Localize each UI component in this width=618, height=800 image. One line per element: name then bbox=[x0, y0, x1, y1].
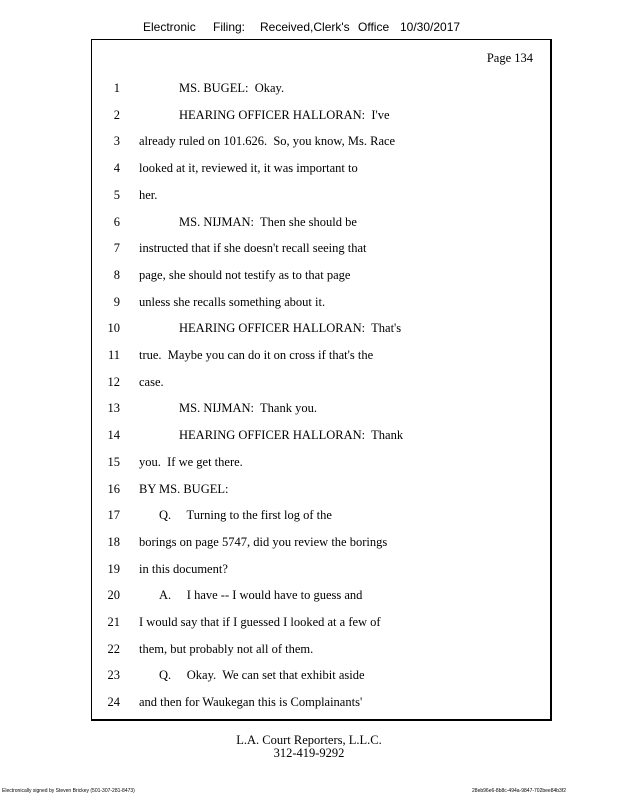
line-number: 22 bbox=[107, 641, 120, 656]
line-text: MS. BUGEL: Okay. bbox=[179, 81, 285, 95]
transcript-line bbox=[92, 134, 550, 154]
stamp-word: 10/30/2017 bbox=[400, 20, 461, 34]
transcript-line bbox=[92, 615, 550, 635]
transcript-line bbox=[92, 81, 550, 101]
line-text: already ruled on 101.626. So, you know, Ms. Race bbox=[139, 134, 396, 149]
line-number: 11 bbox=[107, 348, 120, 362]
line-text: BY MS. BUGEL: bbox=[139, 481, 229, 496]
line-number: 24 bbox=[107, 695, 120, 710]
transcript-line bbox=[92, 642, 550, 662]
stamp-word: Office bbox=[358, 20, 390, 34]
line-text: you. If we get there. bbox=[139, 454, 243, 469]
line-text: in this document? bbox=[139, 561, 228, 576]
line-text: Q. Turning to the first log of the bbox=[159, 508, 332, 523]
line-number: 10 bbox=[107, 321, 120, 336]
line-text: and then for Waukegan this is Complainants' bbox=[139, 695, 363, 710]
transcript-line bbox=[92, 108, 550, 128]
line-number: 8 bbox=[113, 267, 120, 282]
line-number: 7 bbox=[113, 241, 120, 256]
transcript-line bbox=[92, 455, 550, 475]
line-text: A. I have -- I would have to guess and bbox=[159, 588, 363, 603]
line-text: HEARING OFFICER HALLORAN: I've bbox=[179, 107, 390, 122]
line-number: 9 bbox=[113, 294, 120, 309]
transcript-line bbox=[92, 348, 550, 368]
line-number: 16 bbox=[107, 481, 120, 496]
transcript-page bbox=[91, 39, 552, 721]
line-text: page, she should not testify as to that page bbox=[139, 267, 351, 282]
transcript-line bbox=[92, 241, 550, 261]
line-text: MS. NIJMAN: Then she should be bbox=[179, 214, 357, 229]
line-text: looked at it, reviewed it, it was important to bbox=[139, 161, 358, 176]
line-number: 5 bbox=[113, 187, 120, 202]
line-text: MS. NIJMAN: Thank you. bbox=[179, 401, 317, 416]
line-text: HEARING OFFICER HALLORAN: Thank bbox=[179, 428, 404, 443]
stamp-word: Electronic bbox=[143, 20, 196, 34]
line-number: 3 bbox=[113, 134, 120, 149]
line-number: 17 bbox=[107, 508, 120, 523]
transcript-line bbox=[92, 668, 550, 688]
line-text: unless she recalls something about it. bbox=[139, 294, 326, 309]
line-text: instructed that if she doesn't recall seeing that bbox=[139, 241, 367, 256]
line-number: 14 bbox=[107, 428, 120, 443]
line-number: 15 bbox=[107, 454, 120, 469]
page-number: Page 134 bbox=[486, 51, 533, 65]
line-number: 19 bbox=[107, 561, 120, 576]
line-text: HEARING OFFICER HALLORAN: That's bbox=[179, 321, 402, 336]
transcript-line bbox=[92, 268, 550, 288]
transcript-line bbox=[92, 295, 550, 315]
line-number: 6 bbox=[113, 214, 120, 229]
transcript-line bbox=[92, 428, 550, 448]
stamp-word: Filing: bbox=[213, 20, 246, 34]
reporter-phone: 312-419-9292 bbox=[273, 746, 345, 760]
transcript-line bbox=[92, 482, 550, 502]
transcript-line bbox=[92, 695, 550, 715]
line-number: 23 bbox=[107, 668, 120, 683]
transcript-line bbox=[92, 508, 550, 528]
line-text: borings on page 5747, did you review the borings bbox=[139, 534, 388, 549]
line-text: I would say that if I guessed I looked at a few of bbox=[139, 615, 381, 629]
e-signature: Electronically signed by Steven Brickey (501-307-281-8473) bbox=[2, 788, 135, 794]
transcript-line bbox=[92, 588, 550, 608]
line-number: 12 bbox=[107, 374, 120, 389]
transcript-line bbox=[92, 188, 550, 208]
line-text: her. bbox=[139, 187, 158, 202]
stamp-word: Received,Clerk's bbox=[260, 20, 350, 34]
transcript-line bbox=[92, 401, 550, 421]
line-number: 21 bbox=[107, 615, 120, 629]
transcript-line bbox=[92, 375, 550, 395]
line-text: true. Maybe you can do it on cross if that's the bbox=[139, 348, 374, 362]
line-number: 13 bbox=[107, 401, 120, 416]
line-number: 4 bbox=[113, 161, 120, 176]
transcript-line bbox=[92, 535, 550, 555]
document-hash: 28eb96e6-8b8c-494a-9847-702bee84b3f2 bbox=[472, 788, 566, 794]
line-number: 2 bbox=[113, 107, 120, 122]
line-number: 1 bbox=[113, 81, 120, 95]
line-text: Q. Okay. We can set that exhibit aside bbox=[159, 668, 365, 683]
transcript-line bbox=[92, 321, 550, 341]
line-text: them, but probably not all of them. bbox=[139, 641, 314, 656]
transcript-line bbox=[92, 215, 550, 235]
transcript-line bbox=[92, 562, 550, 582]
transcript-line bbox=[92, 161, 550, 181]
line-number: 18 bbox=[107, 534, 120, 549]
line-number: 20 bbox=[107, 588, 120, 603]
line-text: case. bbox=[139, 374, 164, 389]
reporter-company: L.A. Court Reporters, L.L.C. bbox=[236, 733, 382, 747]
